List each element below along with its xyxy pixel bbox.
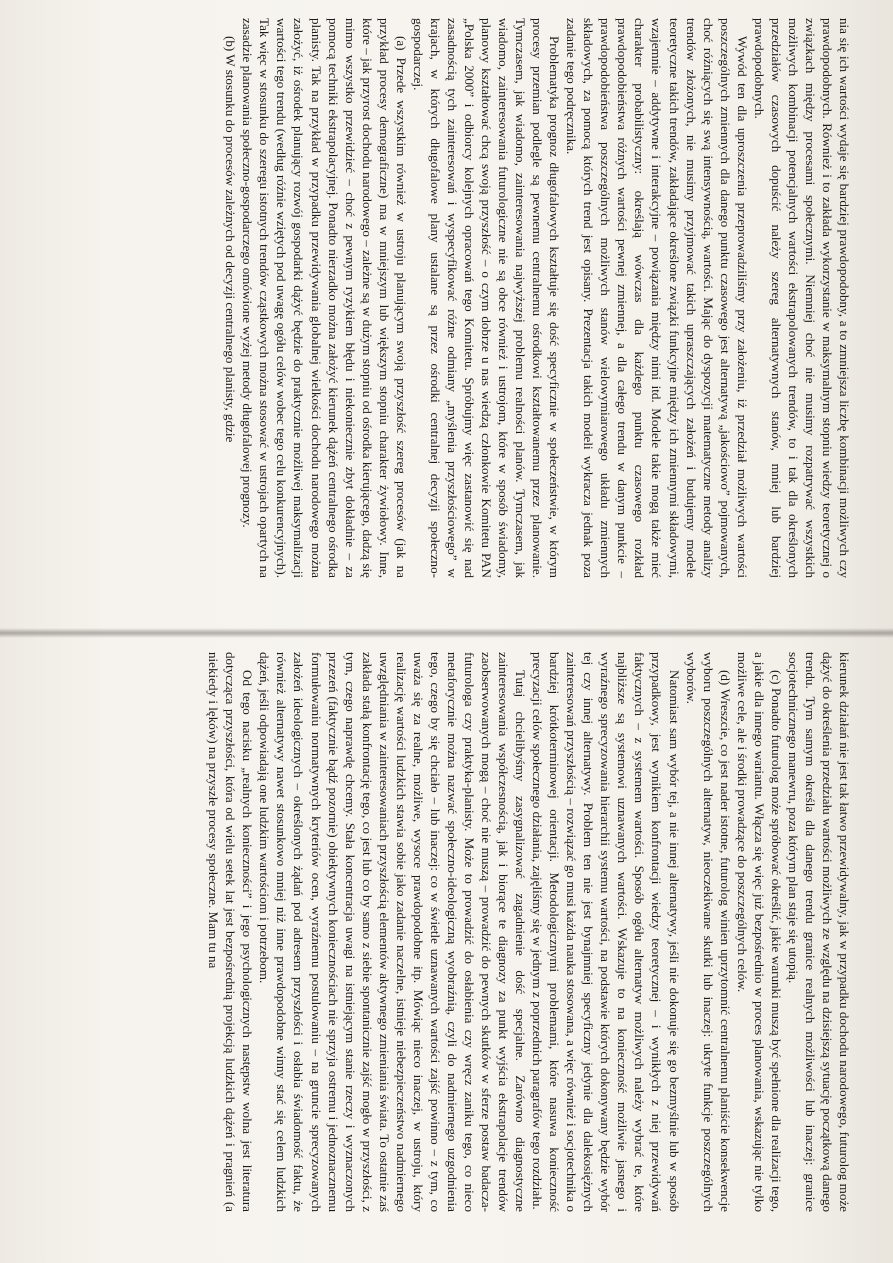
left-page-paragraph-2: Wywód ten dla uproszczenia przeprowadziliśmy przy założeniu, iż przedział możliwych wartości poszczególnych zmiennych dla danego punktu czasowego jest alternatywą „jakościowo” pojmowanych, choć różniących się swą intensywnością, wartości. Mając do dyspozycji matematyczne metody analizy trendów złożonych, nie musimy przyjmować takich upraszczających założeń i budujemy modele teoretyczne takich trendów, zakładające określone związki funkcyjne między ich zmiennymi składowymi, wzajemnie – addytywne i interakcyjne – powiązania między nimi itd. Modele takie mogą także mieć charakter probabilistyczny: określają wówczas dla każdego punktu czasowego rozkład prawdopodobieństwa różnych wartości pewnej zmiennej, a dla całego trendu w danym punkcie – prawdopodobieństwa poszczególnych możliwych stanów wielowymiarowego układu zmiennych składowych, za pomocą których trend jest opisany. Prezentacja takich modeli wykracza jednak poza zadanie tego podręcznika. xyxy=(564,18,750,578)
book-spine-gutter xyxy=(0,628,893,638)
right-page xyxy=(33,652,853,1212)
right-page-paragraph-1: kierunek działań nie jest tak łatwo przewidywalny, jak w przypadku dochodu narodowego, futurolog może dążyć do określenia przedziału wartości możliwych ze względu na dzisiejszą sytuację początkową danego trendu. Tym samym określa dla danego trendu granice realnych możliwości lub inaczej: granice socjotechnicznego manewru, poza którym plan staje się utopią. xyxy=(785,652,852,1212)
right-page-paragraph-4: Natomiast sam wybór tej, a nie innej alternatywy, jeśli nie dokonuje się go bezmyślnie lub w sposób przypadkowy, jest wynikiem konfrontacji wiedzy teoretycznej – i wynikłych z niej przewidywań faktycznych – z systemem wartości. Sposób ogółu alternatyw możliwych należy wybrać te, które najbliższe są systemowi uznawanych wartości. Wskazuje to na konieczność możliwie jasnego i wyraźnego sprecyzowania hierarchii systemu wartości, na podstawie których dokonywany będzie wybór tej czy innej alternatywy. Problem ten nie jest bynajmniej specyficzny jedynie dla dalekosiężnych zainteresowań przyszłością – rozwiązać go musi każda nauka stosowana, a więc również i socjotechnika o bardziej krótkoterminowej orientacji. Metodologicznymi problemami, które nasuwa konieczność precyzacji celów społecznego działania, zajęliśmy się w jednym z poprzednich paragrafów tego rozdziału. xyxy=(530,652,682,1212)
left-page xyxy=(33,18,853,578)
right-page-paragraph-2: (c) Ponadto futurolog może spróbować określić, jakie warunki muszą być spełnione dla realizacji tego, a jakie dla innego wariantu. Włącza się więc już bezpośrednio w proces planowania, wskazując nie tylko możliwe cele, ale i środki prowadzące do poszczególnych celów. xyxy=(734,652,784,1212)
right-page-paragraph-6: Od tego nacisku „realnych konieczności” i jego psychologicznych następstw wolna jest literatura dotycząca przyszłości, która od wielu setek lat jest bezpośrednią projekcją ludzkich dążeń i pragnień (a niekiedy i lęków) na przyszłe procesy społeczne. Mam tu na xyxy=(206,652,256,1212)
right-page-paragraph-5: Tutaj chcielibyśmy zasygnalizować zagadnienie dość specjalne. Zarówno diagnostyczne zainteresowania współczesnością, jak i biorące te diagnozy za punkt wyjścia ekstrapolacje trendów zaobserwowanych mogą – choć nie muszą – prowadzić do pewnych skutków w sferze postaw badacza-futurologa czy praktyka-planisty. Może to prowadzić do osłabienia czy wręcz zaniku tego, co nieco metaforycznie można nazwać społeczno-ideologiczną wyobraźnią, czyli do nadmiernego uzgodnienia tego, czego by się chciało – lub inaczej: co w świetle uznawanych wartości zajść powinno – z tym, co uważa się za realne, możliwe, wysoce prawdopodobne itp. Mówiąc nieco inaczej, w ustroju, który realizację wartości ludzkich stawia sobie jako zadanie naczelne, istnieje niebezpieczeństwo nadmiernego uwzględniania w zainteresowaniach przyszłością elementów aktywnego zmieniania świata. To ostatnie zaś zakłada stałą konfrontację tego, co jest lub co by samo z siebie spontanicznie zajść mogło w przyszłości, z tym, czego naprawdę chcemy. Stała koncentracja uwagi na istniejącym stanie rzeczy i wyznaczonych przezeń (faktycznie bądź pozornie) obiektywnych koniecznościach nie sprzyja ostremu i jednoznacznemu formułowaniu normatywnych kryteriów ocen, wyraźnemu postulowaniu – na gruncie sprecyzowanych założeń ideologicznych – określonych żądań pod adresem przyszłości i osłabia świadomość faktu, że również alternatywy nawet stosunkowo mniej niż inne prawdopodobne winny stać się celem ludzkich dążeń, jeśli odpowiadają one ludzkim wartościom i potrzebom. xyxy=(257,652,529,1212)
left-page-paragraph-1: nia się ich wartości wydaje się bardziej prawdopodobny, a to zmniejsza liczbę kombinacji możliwych czy prawdopodobnych. Również i to zakłada wykorzystanie w maksymalnym stopniu wiedzy teoretycznej o związkach między procesami społecznymi. Niemniej choć nie musimy rozpatrywać wszystkich możliwych kombinacji potencjalnych wartości ekstrapolowanych trendów, to i tak dla określonych przedziałów czasowych dopuścić należy szereg alternatywnych stanów, mniej lub bardziej prawdopodobnych. xyxy=(751,18,852,578)
left-page-paragraph-4: (a) Przede wszystkim również w ustroju planującym swoją przyszłość szereg procesów (jak na przykład procesy demograficzne) ma w mniejszym lub większym stopniu charakter żywiołowy. Inne, które – jak przyrost dochodu narodowego – zależne są w dużym stopniu od ośrodka kierującego, dadzą się mimo wszystko przewidzieć – choć z pewnym ryzykiem błędu i niekoniecznie zbyt dokładnie – za pomocą techniki ekstrapolacyjnej. Ponadto nierzadko można założyć kierunek dążeń centralnego ośrodka planisty. Tak na przykład w przypadku przewidywania globalnej wielkości dochodu narodowego można założyć, iż ośrodek planujący rozwój gospodarki dążyć będzie do praktycznie możliwej maksymalizacji wartości tego trendu (według różnie wziętych pod uwagę ogółu celów wobec tego celu konkurencyjnych). Tak więc w stosunku do szeregu istotnych trendów cząstkowych można stosować w ustrojach opartych na zasadzie planowania społeczno-gospodarczego omówione wyżej metody długofalowej prognozy. xyxy=(240,18,409,578)
left-page-paragraph-3: Problematyka prognoz długofalowych kształtuje się dość specyficznie w społeczeństwie, w którym procesy przemian podlegle są pewnemu centralnemu ośrodkowi kształtowanemu przez planowanie. Tymczasem, jak wiadomo, zainteresowania najwyższej problemu realności planów. Tymczasem, jak wiadomo, zainteresowania futurologiczne nie są obce również i ustrojom, które w sposób świadomy, planowy kształtować chcą swoją przyszłość – o czym dobrze u nas wiedzą członkowie Komitetu PAN „Polska 2000” i odbiorcy kolejnych opracowań tego Komitetu. Spróbujmy więc zastanowić się nad zasadnością tych zainteresowań i wyspecyfikować różne odmiany „myślenia przyszłościowego” w krajach, w których długofalowe plany ustalane są przez ośrodki centralnej decyzji społeczno-gospodarczej. xyxy=(410,18,563,578)
right-page-paragraph-3: (d) Wreszcie, co jest nader istotne, futurolog winien uprzytomnić centralnemu planiście konsekwencje wyboru poszczególnych alternatyw, nieoczekiwane skutki lub inaczej: ukryte funkcje poszczególnych wyborów. xyxy=(683,652,733,1212)
left-page-paragraph-5: (b) W stosunku do procesów zależnych od decyzji centralnego planisty, gdzie xyxy=(223,36,239,443)
